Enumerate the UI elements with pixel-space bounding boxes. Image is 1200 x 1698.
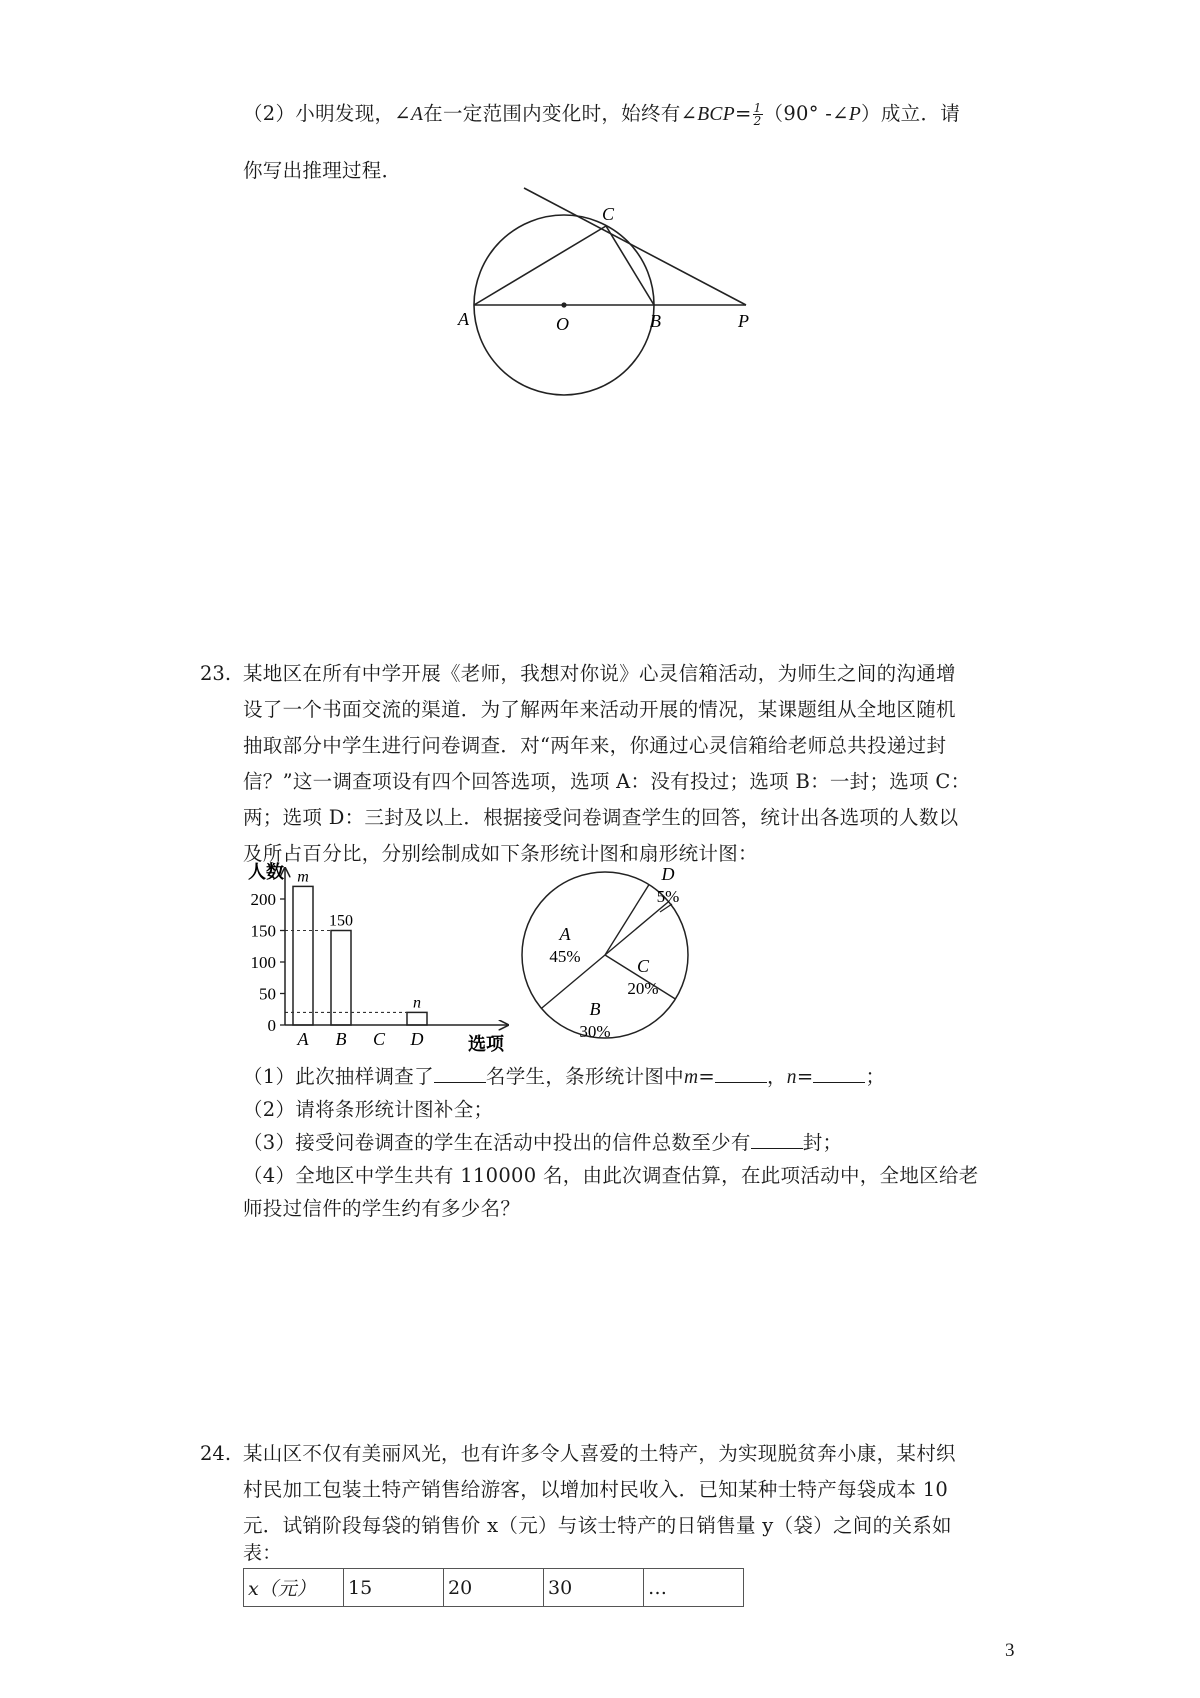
q23-sub4-line2: 师投过信件的学生约有多少名？ <box>243 1197 521 1220</box>
q23-line-4: 信？”这一调查项设有四个回答选项，选项 A：没有投过；选项 B：一封；选项 C： <box>243 770 971 793</box>
table-header-x: x（元） <box>244 1569 344 1607</box>
label-b: B <box>650 311 661 331</box>
chord-cb <box>606 226 654 305</box>
q24-line-1: 某山区不仅有美丽风光，也有许多令人喜爱的土特产，为实现脱贫奔小康，某村织 <box>243 1442 956 1465</box>
q24-line-3: 元．试销阶段每袋的销售价 x（元）与该士特产的日销售量 y（袋）之间的关系如 <box>243 1514 952 1537</box>
q22-eq: = <box>734 102 752 125</box>
q22-var-a: A <box>410 104 424 125</box>
table-cell: 30 <box>544 1569 644 1607</box>
pie-category-label: C <box>636 956 650 976</box>
bar-category-label: B <box>335 1029 347 1049</box>
q23-sub2: （2）请将条形统计图补全； <box>243 1098 494 1121</box>
answer-blank-m[interactable] <box>715 1064 767 1083</box>
q23-line-5: 两；选项 D：三封及以上．根据接受问卷调查学生的回答，统计出各选项的人数以 <box>243 806 959 829</box>
bar-A <box>293 886 313 1025</box>
bar-ytick-label: 150 <box>250 921 276 941</box>
q22-frac-num: 1 <box>753 101 762 115</box>
chord-ac <box>474 226 606 305</box>
table-cell: 15 <box>344 1569 444 1607</box>
bar-chart <box>240 860 520 1060</box>
pie-category-label: A <box>559 924 571 944</box>
bar-category-label: C <box>372 1029 386 1049</box>
q23-sub1-a: （1）此次抽样调查了 <box>243 1065 434 1088</box>
bar-category-label: A <box>297 1029 309 1049</box>
table-cell: … <box>644 1569 744 1607</box>
q22-circle-figure <box>440 180 770 410</box>
q23-sub1-b: 名学生，条形统计图中 <box>485 1065 684 1088</box>
pie-percent-label: 30% <box>579 1022 611 1041</box>
bar-ytick-label: 50 <box>259 984 276 1004</box>
q23-number: 23. <box>200 662 232 685</box>
pie-slice-C <box>605 902 669 955</box>
table-cell: 20 <box>444 1569 544 1607</box>
bar-data-label: 150 <box>329 912 353 930</box>
q23-sub3-b: 封； <box>802 1131 843 1154</box>
q23-line-3: 抽取部分中学生进行问卷调查．对“两年来，你通过心灵信箱给老师总共投递过封 <box>243 734 947 757</box>
q22-text-b: 在一定范围内变化时，始终有∠ <box>423 102 698 125</box>
bar-B <box>331 931 351 1026</box>
label-p: P <box>738 311 749 331</box>
bar-ytick-label: 0 <box>267 1016 276 1035</box>
table-row <box>244 1569 744 1607</box>
bar-ytick-label: 200 <box>250 890 276 909</box>
q24-number: 24. <box>200 1442 232 1465</box>
q23-line-1: 某地区在所有中学开展《老师，我想对你说》心灵信箱活动，为师生之间的沟通增 <box>243 662 956 685</box>
q23-var-m: m <box>683 1067 699 1088</box>
label-a: A <box>458 309 469 329</box>
bar-xlabel: 选项 <box>468 1034 504 1054</box>
q23-sub3 <box>243 1130 842 1156</box>
pie-slice-D <box>605 885 649 955</box>
q23-line-6: 及所占百分比，分别绘制成如下条形统计图和扇形统计图： <box>243 842 758 865</box>
bar-ylabel: 人数 <box>248 862 284 882</box>
q23-eq1: = <box>698 1065 715 1088</box>
q22-text-d: ）成立．请 <box>861 102 961 125</box>
bar-data-label: n <box>413 994 421 1012</box>
q22-frac-den: 2 <box>753 114 762 128</box>
bar-category-label: D <box>410 1029 424 1049</box>
price-table <box>243 1568 744 1607</box>
pie-percent-label: 20% <box>627 979 659 998</box>
pie-category-label: B <box>589 999 601 1019</box>
q22-text-c: （90° -∠ <box>763 102 849 125</box>
bar-data-label: m <box>297 868 309 886</box>
tangent-pc <box>524 188 746 305</box>
q24-line-2: 村民加工包装土特产销售给游客，以增加村民收入．已知某种士特产每袋成本 10 <box>243 1478 949 1501</box>
answer-blank-total[interactable] <box>434 1064 486 1083</box>
answer-blank-letters[interactable] <box>751 1130 803 1149</box>
label-o: O <box>556 314 569 334</box>
answer-blank-n[interactable] <box>813 1064 865 1083</box>
pie-percent-label: 5% <box>656 887 680 906</box>
q23-sub1-end: ； <box>865 1065 886 1088</box>
q22-part2-line2: 你写出推理过程． <box>243 159 402 182</box>
q22-fraction <box>753 102 763 127</box>
q22-part2-line1 <box>243 101 960 128</box>
q23-sub1: （1）此次抽样调查了 名学生，条形统计图中m= ，n= ； <box>243 1065 886 1088</box>
label-c: C <box>602 204 615 224</box>
bar-D <box>407 1012 427 1025</box>
pie-chart <box>520 860 740 1060</box>
q22-var-p: P <box>848 104 862 125</box>
q24-line-4: 表： <box>243 1542 282 1564</box>
q23-sub3-a: （3）接受问卷调查的学生在活动中投出的信件总数至少有 <box>243 1131 751 1154</box>
center-dot <box>561 302 566 307</box>
q23-line-2: 设了一个书面交流的渠道．为了解两年来活动开展的情况，某课题组从全地区随机 <box>243 698 956 721</box>
pie-percent-label: 45% <box>549 947 581 966</box>
q22-text-a: （2）小明发现，∠ <box>243 102 411 125</box>
page-number: 3 <box>1005 1640 1015 1661</box>
q22-var-bcp: BCP <box>697 104 735 125</box>
pie-category-label: D <box>661 864 675 884</box>
bar-ytick-label: 100 <box>250 953 276 972</box>
q23-eq2: = <box>796 1065 814 1088</box>
q23-sub4-line1: （4）全地区中学生共有 110000 名，由此次调查估算，在此项活动中，全地区给老 <box>243 1164 979 1187</box>
q23-var-n: n <box>786 1067 797 1088</box>
